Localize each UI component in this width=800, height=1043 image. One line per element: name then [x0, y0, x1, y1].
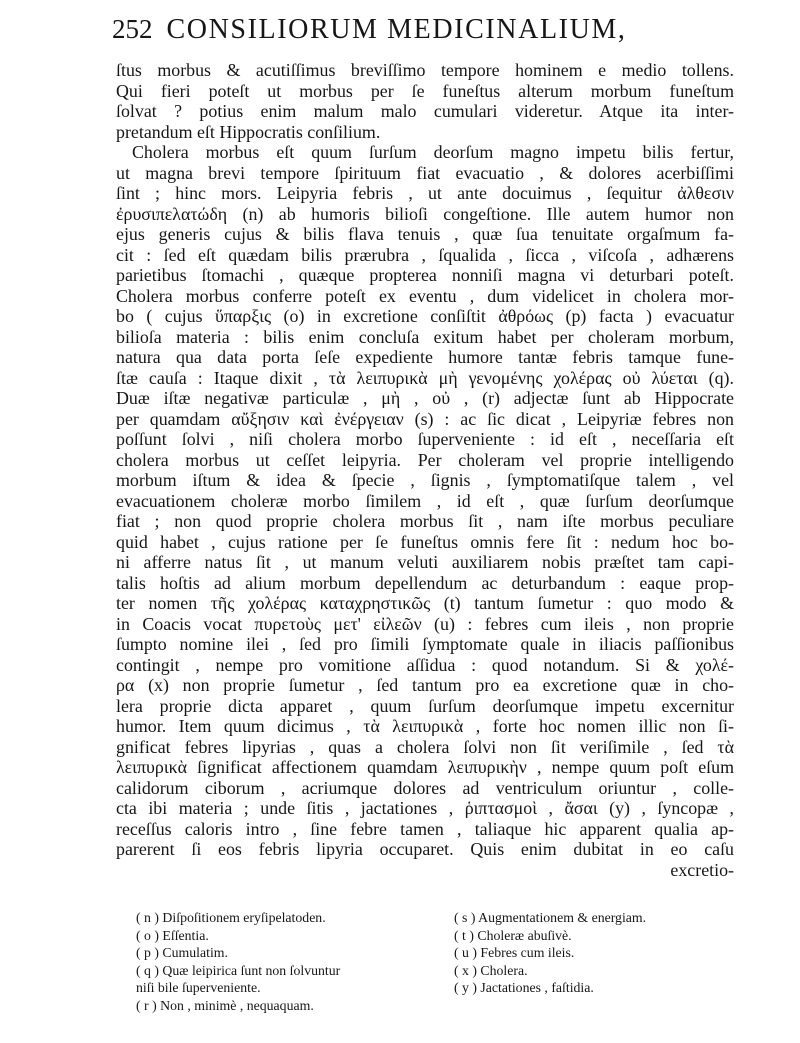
text-line: Qui fieri poteſt ut morbus per ſe funeſtus alterum morbum funeſtum: [116, 80, 734, 101]
text-line: ter nomen τῆς χολέρας καταχρηστικῶς (t) tantum ſumetur : quo modo &: [116, 593, 734, 613]
text-line: cit : ſed eſt quædam bilis prærubra , ſqualida , ſicca , viſcoſa , adhærens: [116, 244, 734, 265]
footnote: ( q ) Quæ leipirica ſunt non ſolvuntur: [136, 962, 341, 978]
text-line: gnificat febres lipyrias , quas a cholera ſolvi non ſit veriſimile , ſed τὰ: [116, 736, 734, 757]
text-line: bilioſa materia : bilis enim concluſa exitum habet per choleram morbum,: [116, 326, 734, 347]
text-line: contingit , nempe pro vomitione aſſidua : quod notandum. Si & χολέ-: [116, 654, 734, 675]
footnote: ( r ) Non , minimè , nequaquam.: [136, 997, 314, 1013]
text-line: humor. Item quum dicimus , τὰ λειπυρικὰ , forte hoc nomen illic non ſi-: [116, 716, 734, 736]
text-line: ſumpto nomine ilei , ſed pro ſimili ſymptomate quale in iliacis paſſionibus: [116, 634, 734, 654]
footnote: ( o ) Eſſentia.: [136, 927, 209, 943]
text-line: parietibus ſtomachi , quæque propterea nonniſi magna vi deturbari poteſt.: [116, 265, 734, 285]
text-line: cta ibi materia ; unde ſitis , jactationes , ῥιπτασμοὶ , ἄσαι (y) , ſyncopæ ,: [116, 798, 734, 818]
text-line: natura qua data porta ſeſe expediente humore tantæ febris tamque fune-: [116, 347, 734, 367]
page-number: 252: [112, 14, 153, 44]
text-line: quid habet , cujus ratione per ſe funeſtus omnis fere ſit : nedum hoc bo-: [116, 531, 734, 552]
running-title: CONSILIORUM MEDICINALIUM,: [166, 14, 627, 45]
text-line: lera proprie dicta apparet , quum ſurſum deorſumque impetu excernitur: [116, 695, 734, 716]
text-line: in Coacis vocat πυρετοὺς μετ' εἰλεῶν (u) : febres cum ileis , non proprie: [116, 613, 734, 634]
text-line: fiat ; non quod proprie cholera morbus ſit , nam iſte morbus peculiare: [116, 511, 734, 531]
text-line: ſtus morbus & acutiſſimus breviſſimo tempore hominem e medio tollens.: [116, 60, 734, 80]
text-line: bo ( cujus ὕπαρξις (o) in excretione conſiſtit ἀθρόως (p) facta ) evacuatur: [116, 306, 734, 326]
text-line: per quamdam αὔξησιν καὶ ἐνέργειαν (s) : ac ſic dicat , Leipyriæ febres non: [116, 408, 734, 429]
footnote: ( n ) Diſpoſitionem eryſipelatoden.: [136, 910, 326, 925]
footnote: ( u ) Febres cum ileis.: [454, 945, 575, 960]
text-line: calidorum ciborum , acriumque dolores ad ventriculum oriuntur , colle-: [116, 777, 734, 798]
text-line: evacuationem choleræ morbo ſimilem , id eſt , quæ ſurſum deorſumque: [116, 490, 734, 511]
catchword: excretio-: [670, 859, 734, 880]
footnote: ( p ) Cumulatim.: [136, 945, 228, 960]
text-line: Cholera morbus eſt quum ſurſum deorſum magno impetu bilis fertur,: [132, 142, 734, 162]
text-line: ἐρυσιπελατώδη (n) ab humoris bilioſi congeſtione. Ille autem humor non: [116, 203, 734, 224]
text-line: receſſus caloris intro , ſine febre tamen , taliaque hic apparent qualia ap-: [116, 818, 734, 839]
text-line: talis hoſtis ad alium morbum depellendum ac deturbandum : eaque prop-: [116, 572, 734, 593]
text-line: ρα (x) non proprie ſumetur , ſed tantum pro ea excretione quæ in cho-: [116, 675, 734, 695]
text-line: Duæ iſtæ negativæ particulæ , μὴ , οὐ , (r) adjectæ ſunt ab Hippocrate: [116, 388, 734, 408]
text-line: pretandum eſt Hippocratis conſilium.: [116, 121, 381, 142]
text-line: morbum iſtum & idea & ſpecie , ſignis , ſymptomatiſque talem , vel: [116, 470, 734, 490]
text-line: ſint ; hinc mors. Leipyria febris , ut ante docuimus , ſequitur ἀλθεσιν: [116, 183, 734, 203]
body-text: [116, 60, 734, 880]
footnotes-right-column: [454, 909, 734, 997]
text-line: parerent ſi eos febris lipyria occuparet. Quis enim dubitat in eo caſu: [116, 839, 734, 859]
text-line: cholera morbus ut ceſſet leipyria. Per choleram vel proprie intelligendo: [116, 449, 734, 470]
text-line: poſſunt ſolvi , niſi cholera morbo ſuperveniente : id eſt , neceſſaria eſt: [116, 429, 734, 449]
text-line: ut magna brevi tempore ſpirituum fiat evacuatio , & dolores acerbiſſimi: [116, 162, 734, 183]
text-line: ſolvat ? potius enim malum malo cumulari videretur. Atque ita inter-: [116, 101, 734, 121]
page-header: [112, 14, 672, 58]
text-line: ni afferre natus ſit , ut manum veluti auxiliarem nobis præſtet tam capi-: [116, 552, 734, 572]
text-line: ſtæ cauſa : Itaque dixit , τὰ λειπυρικὰ μὴ γενομένης χολέρας οὐ λύεται (q).: [116, 367, 734, 388]
footnote-continuation: niſi bile ſuperveniente.: [136, 980, 261, 995]
footnote: ( s ) Augmentationem & energiam.: [454, 910, 647, 925]
footnote: ( x ) Cholera.: [454, 962, 528, 978]
footnote: ( y ) Jactationes , faſtidia.: [454, 980, 594, 995]
footnotes-left-column: [136, 909, 436, 1014]
footnote: ( t ) Choleræ abuſivè.: [454, 927, 572, 943]
text-line: λειπυρικὰ ſignificat affectionem quamdam λειπυρικὴν , nempe quum poſt eſum: [116, 757, 734, 777]
text-line: Cholera morbus conferre poteſt ex eventu , dum videlicet in cholera mor-: [116, 285, 734, 306]
text-line: ejus generis cujus & bilis flava tenuis , quæ ſua tenuitate orgaſmum fa-: [116, 224, 734, 244]
